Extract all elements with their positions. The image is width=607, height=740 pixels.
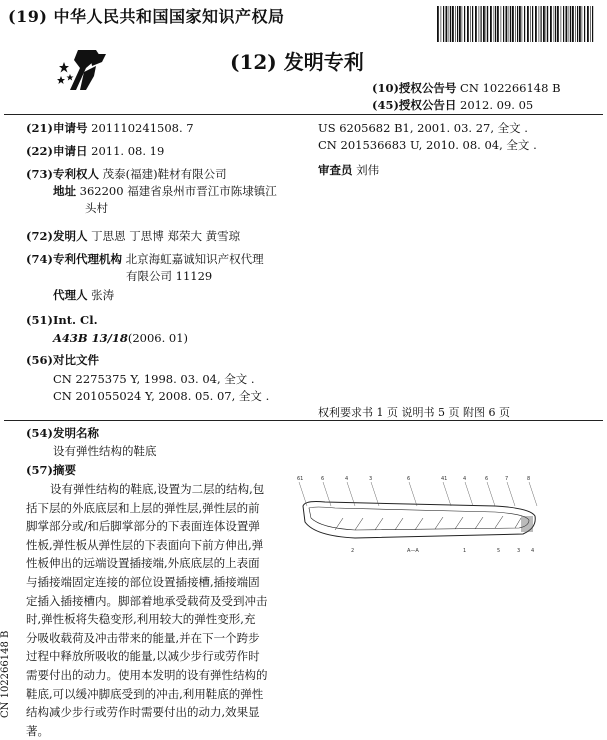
abstract-line: 性板,弹性板从弹性层的下表面向下前方伸出,弹 bbox=[26, 537, 264, 552]
drawing-leader bbox=[507, 482, 515, 506]
drawing-label: 8 bbox=[527, 476, 531, 482]
field-application-number: (21)申请号 201110241508. 7 bbox=[26, 121, 194, 135]
drawing-label: 4 bbox=[345, 476, 349, 482]
abstract-line: 时,弹性板将失稳变形,利用较大的弹性变形,充 bbox=[26, 612, 256, 627]
drawing-leader bbox=[409, 482, 417, 506]
abstract-line: 性板伸出的远端设置插接端,外底底层的上表面 bbox=[26, 556, 260, 571]
auth-no-value: CN 102266148 B bbox=[460, 81, 561, 95]
drawing-label: 5 bbox=[497, 548, 501, 554]
authorization-number-row bbox=[372, 80, 561, 96]
middle-divider bbox=[4, 420, 603, 421]
field-address-line2: 头村 bbox=[85, 201, 108, 215]
field-patentee: (73)专利权人 茂泰(福建)鞋材有限公司 bbox=[26, 167, 227, 181]
document-type-label: 发明专利 bbox=[283, 50, 364, 74]
cnipa-logo bbox=[56, 46, 116, 92]
drawing-leader bbox=[299, 482, 307, 506]
field-intcl: (51)Int. Cl. bbox=[26, 313, 98, 327]
drawing-leader bbox=[371, 482, 379, 506]
field-ipc: A43B 13/18(2006. 01) bbox=[53, 331, 189, 345]
drawing-label: 2 bbox=[351, 548, 355, 554]
office-header bbox=[8, 4, 285, 27]
field-agency: (74)专利代理机构 北京海虹嘉诚知识产权代理 bbox=[26, 252, 264, 266]
auth-date-value: 2012. 09. 05 bbox=[460, 98, 534, 112]
abstract-line: 括下层的外底底层和上层的弹性层,弹性层的前 bbox=[26, 500, 260, 515]
drawing-label: 6 bbox=[407, 476, 411, 482]
cited-item: US 6205682 B1, 2001. 03. 27, 全文 . bbox=[318, 121, 528, 135]
drawing-label: 1 bbox=[463, 548, 467, 554]
drawing-label: 3 bbox=[369, 476, 373, 482]
drawing-label: 3 bbox=[517, 548, 521, 554]
field-cited: (56)对比文件 bbox=[26, 353, 99, 367]
section-label: A—A bbox=[407, 548, 419, 554]
drawing-leader bbox=[443, 482, 451, 506]
abstract-line: 与插接端固定连接的部位设置插接槽,插接端固 bbox=[26, 574, 260, 589]
drawing-label: 6 bbox=[485, 476, 489, 482]
field-inventors: (72)发明人 丁思恩 丁思博 郑荣大 黄雪琼 bbox=[26, 229, 241, 243]
abstract-line: 定插入插接槽内。脚部着地承受载荷及受到冲击 bbox=[26, 593, 268, 608]
auth-no-code: (10) bbox=[372, 81, 399, 95]
barcode bbox=[437, 6, 597, 42]
drawing-label: 41 bbox=[441, 476, 448, 482]
auth-date-code: (45) bbox=[372, 98, 399, 112]
cited-item: CN 201536683 U, 2010. 08. 04, 全文 . bbox=[318, 138, 537, 152]
side-stamp: CN 102266148 B bbox=[0, 630, 11, 718]
authorization-date-row bbox=[372, 97, 533, 113]
office-code: (19) bbox=[8, 7, 48, 26]
abstract-line: 需要付出的动力。使用本发明的设有弹性结构的 bbox=[26, 667, 268, 682]
drawing-leader bbox=[529, 482, 537, 506]
drawing-label: 6 bbox=[321, 476, 325, 482]
cited-item: CN 2275375 Y, 1998. 03. 04, 全文 . bbox=[53, 372, 255, 386]
auth-date-label: 授权公告日 bbox=[398, 98, 457, 112]
office-name: 中华人民共和国国家知识产权局 bbox=[53, 7, 285, 26]
abstract-line: 过程中释放所吸收的能量,以减少步行或劳作时 bbox=[26, 649, 260, 664]
drawing-label: 7 bbox=[505, 476, 509, 482]
abstract-line: 分吸收载荷及冲击带来的能量,并在下一个跨步 bbox=[26, 630, 260, 645]
field-application-date: (22)申请日 2011. 08. 19 bbox=[26, 144, 165, 158]
drawing-leader bbox=[487, 482, 495, 506]
field-agent: 代理人 张涛 bbox=[53, 288, 115, 302]
sole-cross-section-drawing bbox=[295, 472, 545, 562]
page-summary: 权利要求书 1 页 说明书 5 页 附图 6 页 bbox=[318, 406, 510, 419]
document-type bbox=[230, 46, 364, 75]
drawing-label: 4 bbox=[463, 476, 467, 482]
abstract-text bbox=[26, 480, 268, 740]
cited-item: CN 201055024 Y, 2008. 05. 07, 全文 . bbox=[53, 389, 270, 403]
invention-title: 设有弹性结构的鞋底 bbox=[53, 444, 157, 458]
field-agency-line2: 有限公司 11129 bbox=[126, 269, 213, 283]
drawing-label: 4 bbox=[531, 548, 535, 554]
auth-no-label: 授权公告号 bbox=[398, 81, 457, 95]
abstract-line: 设有弹性结构的鞋底,设置为二层的结构,包 bbox=[50, 482, 265, 496]
field-address: 地址 362200 福建省泉州市晋江市陈埭镇江 bbox=[53, 184, 277, 198]
abstract-line: 著。 bbox=[26, 723, 49, 738]
field-title: (54)发明名称 bbox=[26, 426, 99, 440]
abstract-line: 结构减少步行或劳作时需要付出的动力,效果显 bbox=[26, 705, 260, 720]
document-type-code: (12) bbox=[230, 50, 277, 74]
drawing-label: 61 bbox=[297, 476, 304, 482]
abstract-line: 鞋底,可以缓冲脚底受到的冲击,利用鞋底的弹性 bbox=[26, 686, 264, 701]
field-examiner: 审查员 刘伟 bbox=[318, 163, 380, 177]
drawing-leader bbox=[465, 482, 473, 506]
top-divider bbox=[4, 114, 603, 115]
abstract-line: 脚掌部分或/和后脚掌部分的下表面连体设置弹 bbox=[26, 519, 260, 534]
field-abstract: (57)摘要 bbox=[26, 463, 76, 477]
